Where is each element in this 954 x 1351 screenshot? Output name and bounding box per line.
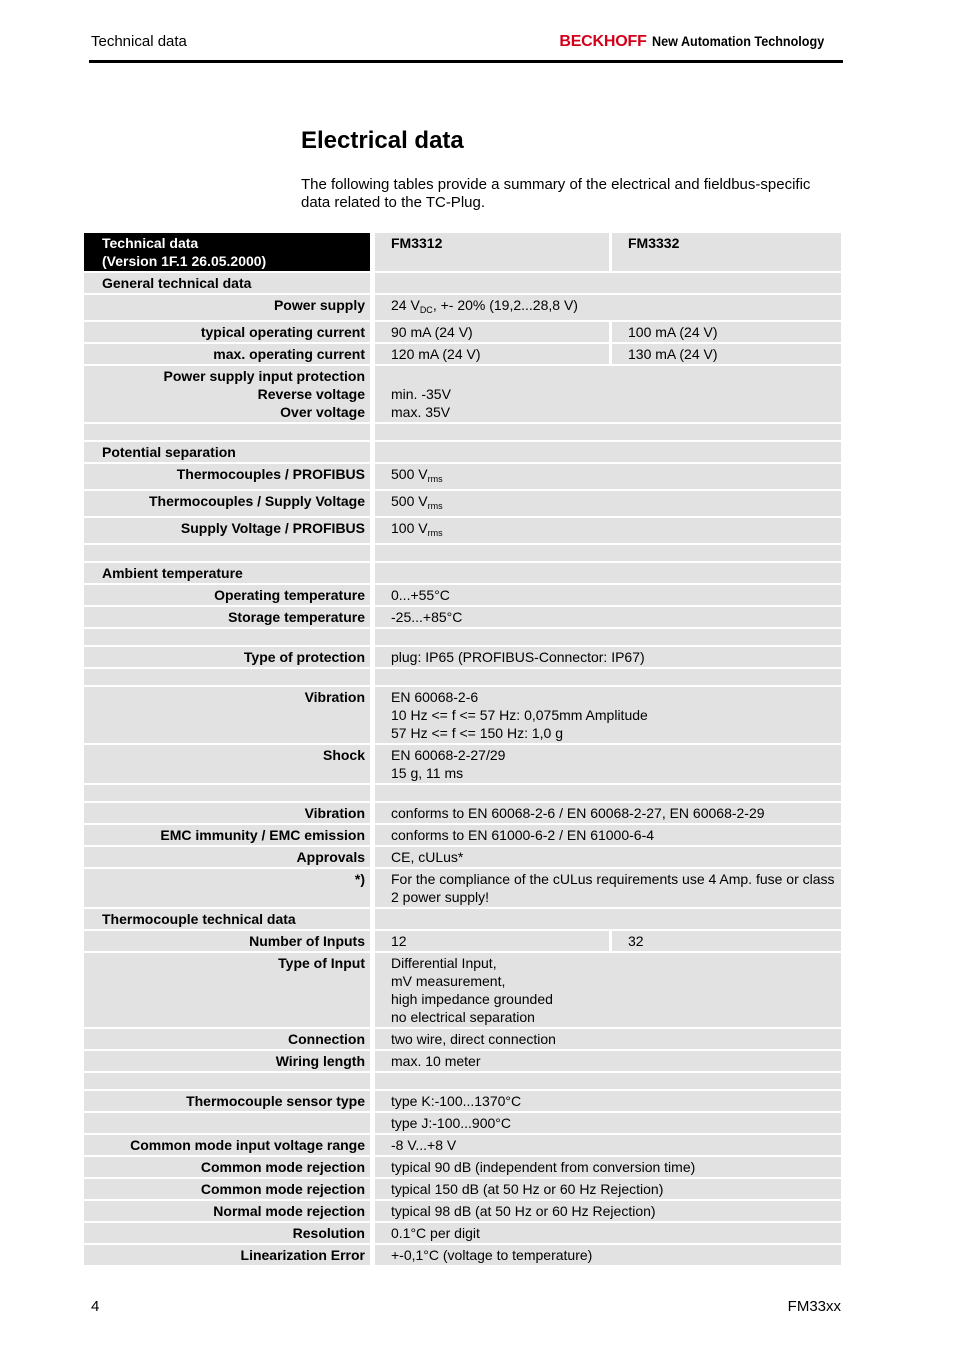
row-label: Approvals (84, 847, 375, 867)
spacer-row (84, 424, 841, 440)
row-value (375, 687, 841, 743)
row-value (375, 295, 841, 320)
value-subscript: rms (427, 474, 443, 484)
row-label: Type of Input (84, 953, 375, 1027)
section-row (84, 909, 841, 929)
row-label: Thermocouples / PROFIBUS (84, 464, 375, 489)
value-subscript: rms (427, 501, 443, 511)
row-value: typical 150 dB (at 50 Hz or 60 Hz Rejection) (375, 1179, 841, 1199)
table-row (84, 1179, 841, 1199)
row-label-line: Over voltage (280, 404, 365, 420)
row-label: Normal mode rejection (84, 1201, 375, 1221)
row-value-line: 10 Hz <= f <= 57 Hz: 0,075mm Amplitude (391, 707, 648, 723)
row-label: Number of Inputs (84, 931, 375, 951)
row-label: Thermocouples / Supply Voltage (84, 491, 375, 516)
row-label: Storage temperature (84, 607, 375, 627)
row-value-fm3332: 32 (609, 931, 841, 951)
spacer-row (84, 785, 841, 801)
table-row (84, 745, 841, 783)
row-label: Supply Voltage / PROFIBUS (84, 518, 375, 543)
row-value (375, 366, 841, 422)
row-label: Common mode rejection (84, 1179, 375, 1199)
table-row (84, 1245, 841, 1265)
row-value-fm3332: 100 mA (24 V) (609, 322, 841, 342)
row-label: Common mode rejection (84, 1157, 375, 1177)
row-label: max. operating current (84, 344, 375, 364)
table-row (84, 1113, 841, 1133)
row-value: max. 10 meter (375, 1051, 841, 1071)
row-value-line: EN 60068-2-27/29 (391, 747, 506, 763)
row-label: Common mode input voltage range (84, 1135, 375, 1155)
section-title: General technical data (84, 273, 375, 293)
table-row (84, 585, 841, 605)
section-row (84, 563, 841, 583)
row-value: conforms to EN 61000-6-2 / EN 61000-6-4 (375, 825, 841, 845)
row-value-line: Differential Input, (391, 955, 497, 971)
brand-name: BECKHOFF (559, 33, 647, 50)
empty-cell (375, 273, 841, 293)
row-value-line: EN 60068-2-6 (391, 689, 479, 705)
row-value: CE, cULus* (375, 847, 841, 867)
empty-cell (375, 442, 841, 462)
row-label: Connection (84, 1029, 375, 1049)
section-title: Ambient temperature (84, 563, 375, 583)
row-value: +-0,1°C (voltage to temperature) (375, 1245, 841, 1265)
spacer-row (84, 1073, 841, 1089)
row-label-line: Reverse voltage (257, 386, 365, 402)
brand-tagline: New Automation Technology (651, 33, 824, 49)
row-label (84, 366, 375, 422)
row-value (375, 953, 841, 1027)
value-text: 24 V (391, 297, 420, 313)
section-title: Thermocouple technical data (84, 909, 375, 929)
row-label: Vibration (84, 687, 375, 743)
table-row (84, 1135, 841, 1155)
row-value-line: high impedance grounded (391, 991, 553, 1007)
table-row (84, 518, 841, 543)
row-value: 0...+55°C (375, 585, 841, 605)
row-value-line: min. -35V (391, 386, 451, 402)
table-row (84, 322, 841, 342)
row-label: EMC immunity / EMC emission (84, 825, 375, 845)
row-value-line: max. 35V (391, 404, 451, 420)
section-title: Potential separation (84, 442, 375, 462)
table-row (84, 607, 841, 627)
spacer-row (84, 669, 841, 685)
header-rule (89, 60, 843, 63)
table-row (84, 953, 841, 1027)
table-row (84, 803, 841, 823)
row-value: two wire, direct connection (375, 1029, 841, 1049)
row-value: type J:-100...900°C (375, 1113, 841, 1133)
row-label: Shock (84, 745, 375, 783)
table-row (84, 1157, 841, 1177)
row-label: Power supply (84, 295, 375, 320)
spacer-row (84, 545, 841, 561)
row-value: type K:-100...1370°C (375, 1091, 841, 1111)
row-value (375, 491, 841, 516)
table-row (84, 295, 841, 320)
table-row (84, 869, 841, 907)
row-value-line: mV measurement, (391, 973, 506, 989)
row-value: typical 90 dB (independent from conversion time) (375, 1157, 841, 1177)
row-value: -8 V...+8 V (375, 1135, 841, 1155)
table-row (84, 366, 841, 422)
page-title: Electrical data (301, 127, 464, 154)
value-subscript: DC (419, 305, 433, 315)
row-value-line: no electrical separation (391, 1009, 535, 1025)
section-row (84, 273, 841, 293)
row-value: conforms to EN 60068-2-6 / EN 60068-2-27, EN 60068-2-29 (375, 803, 841, 823)
table-row (84, 1091, 841, 1111)
table-row (84, 464, 841, 489)
document-name: FM33xx (787, 1298, 841, 1315)
header-label-cell (84, 233, 375, 271)
table-row (84, 491, 841, 516)
row-value: -25...+85°C (375, 607, 841, 627)
row-value: plug: IP65 (PROFIBUS-Connector: IP67) (375, 647, 841, 667)
row-label-empty (84, 1113, 375, 1133)
row-value: 0.1°C per digit (375, 1223, 841, 1243)
value-text: , +- 20% (19,2...28,8 V) (432, 297, 578, 313)
table-row (84, 1223, 841, 1243)
row-value: For the compliance of the cULus requirements use 4 Amp. fuse or class 2 power supply! (375, 869, 841, 907)
value-text: 100 V (391, 520, 428, 536)
row-value-fm3312: 120 mA (24 V) (375, 344, 609, 364)
value-text: 500 V (391, 493, 428, 509)
row-value-fm3312: 90 mA (24 V) (375, 322, 609, 342)
spacer-row (84, 629, 841, 645)
row-label: Wiring length (84, 1051, 375, 1071)
table-row (84, 647, 841, 667)
row-label: Thermocouple sensor type (84, 1091, 375, 1111)
row-label: *) (84, 869, 375, 907)
section-row (84, 442, 841, 462)
empty-cell (375, 563, 841, 583)
table-row (84, 687, 841, 743)
intro-paragraph: The following tables provide a summary of the electrical and fieldbus-specific data related to the TC-Plug. (301, 176, 811, 211)
table-row (84, 847, 841, 867)
row-value (375, 464, 841, 489)
table-row (84, 825, 841, 845)
row-label: Vibration (84, 803, 375, 823)
value-subscript: rms (427, 528, 443, 538)
electrical-data-table (84, 231, 841, 1267)
row-label: Operating temperature (84, 585, 375, 605)
row-value-line: 57 Hz <= f <= 150 Hz: 1,0 g (391, 725, 563, 741)
row-label: Type of protection (84, 647, 375, 667)
table-row (84, 344, 841, 364)
header-section-title: Technical data (91, 33, 187, 50)
row-value-fm3332: 130 mA (24 V) (609, 344, 841, 364)
brand-logo (559, 33, 843, 51)
row-value-line: 15 g, 11 ms (391, 765, 464, 781)
row-value-fm3312: 12 (375, 931, 609, 951)
row-label: typical operating current (84, 322, 375, 342)
row-value: typical 98 dB (at 50 Hz or 60 Hz Rejection) (375, 1201, 841, 1221)
table-header-row (84, 233, 841, 271)
empty-cell (375, 909, 841, 929)
header-label-line2: (Version 1F.1 26.05.2000) (102, 253, 267, 269)
column-header-fm3312: FM3312 (375, 233, 609, 271)
table-row (84, 1201, 841, 1221)
value-text: 500 V (391, 466, 428, 482)
row-value (375, 518, 841, 543)
row-label-line: Power supply input protection (163, 368, 365, 384)
page-number: 4 (91, 1298, 100, 1315)
row-label: Resolution (84, 1223, 375, 1243)
table-row (84, 931, 841, 951)
row-label: Linearization Error (84, 1245, 375, 1265)
column-header-fm3332: FM3332 (609, 233, 841, 271)
row-value (375, 745, 841, 783)
table-row (84, 1029, 841, 1049)
table-row (84, 1051, 841, 1071)
header-label-line1: Technical data (102, 235, 199, 251)
